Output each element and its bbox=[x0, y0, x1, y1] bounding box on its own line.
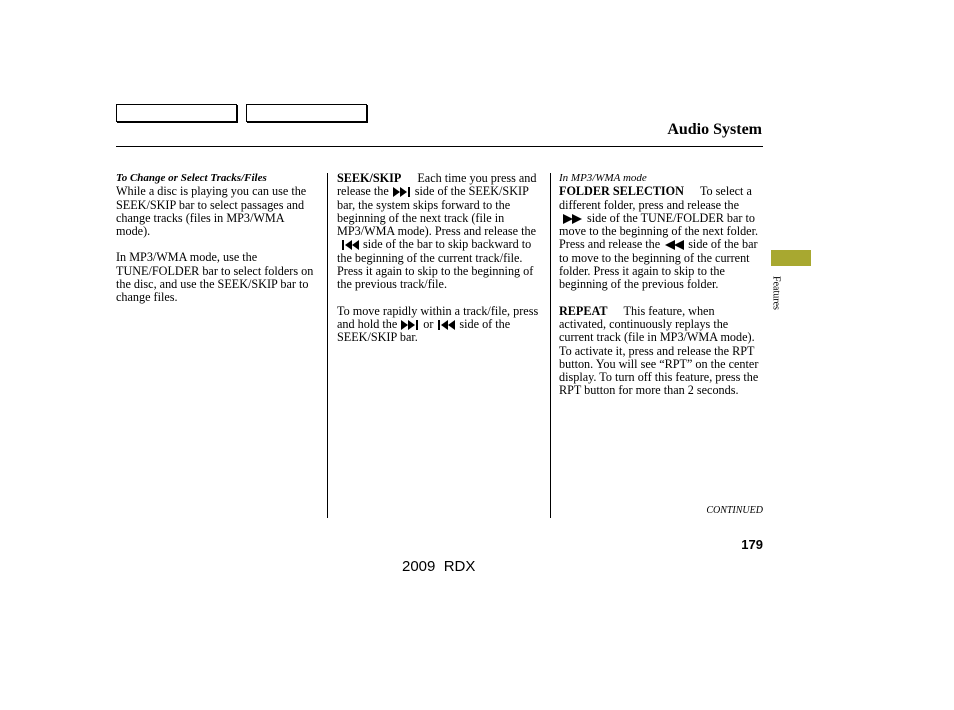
column-left bbox=[116, 172, 321, 305]
section-title: Audio System bbox=[667, 121, 762, 138]
model-footer: 2009 RDX bbox=[402, 558, 476, 575]
paragraph-disc-playing: While a disc is playing you can use the SEEK/SKIP bar to select passages and change tracks (files in MP3/WMA mode). bbox=[116, 184, 307, 239]
rewind-icon bbox=[664, 240, 684, 250]
column-divider-2 bbox=[550, 173, 551, 518]
nav-tab-box-1[interactable] bbox=[116, 104, 237, 122]
skip-back-icon bbox=[437, 320, 455, 330]
column-right bbox=[559, 172, 763, 398]
seek-skip-label: SEEK/SKIP bbox=[337, 171, 402, 185]
folder-selection-label: FOLDER SELECTION bbox=[559, 184, 684, 199]
column-middle bbox=[337, 172, 545, 345]
repeat-label: REPEAT bbox=[559, 303, 608, 318]
header-rule bbox=[116, 146, 763, 147]
fast-forward-icon bbox=[563, 214, 583, 224]
rapid-move-paragraph: To move rapidly within a track/file, press and hold the or side of the SEEK/SKIP bar. bbox=[337, 303, 539, 345]
column-divider-1 bbox=[327, 173, 328, 518]
features-tab-marker[interactable] bbox=[771, 250, 811, 266]
repeat-paragraph: REPEAT This feature, when activated, continuously replays the current track (file in MP3/WMA mode). To activate it, press and release the RPT button. You will see “RPT” on the center display. To turn off this feature, press the RPT button for more than 2 seconds. bbox=[559, 303, 759, 398]
skip-forward-icon bbox=[393, 187, 411, 197]
nav-tab-box-2[interactable] bbox=[246, 104, 367, 122]
paragraph-mp3-mode: In MP3/WMA mode, use the TUNE/FOLDER bar to select folders on the disc, and use the SEEK/SKIP bar to change files. bbox=[116, 250, 314, 305]
page-number: 179 bbox=[741, 537, 763, 552]
folder-selection-paragraph: FOLDER SELECTION To select a different folder, press and release theside of the TUNE/FOLDER bar to move to the beginning of the next folder. Press and release the side of the bar to move to the beginning of the current folder. Press it again to skip to the beginning of the previous folder. bbox=[559, 184, 759, 292]
seek-skip-paragraph: SEEK/SKIP Each time you press and release the side of the SEEK/SKIP bar, the system skips forward to the beginning of the next track (file in MP3/WMA mode). Press and release theside of the bar to skip backward to the beginning of the current track/file. Press it again to skip to the beginning of the previous track/file. bbox=[337, 171, 537, 292]
continued-label: CONTINUED bbox=[706, 505, 763, 516]
skip-back-icon bbox=[341, 240, 359, 250]
mode-label: In MP3/WMA mode bbox=[559, 172, 647, 184]
features-side-label: Features bbox=[770, 276, 782, 310]
skip-forward-icon bbox=[401, 320, 419, 330]
subsection-heading: To Change or Select Tracks/Files bbox=[116, 172, 267, 184]
